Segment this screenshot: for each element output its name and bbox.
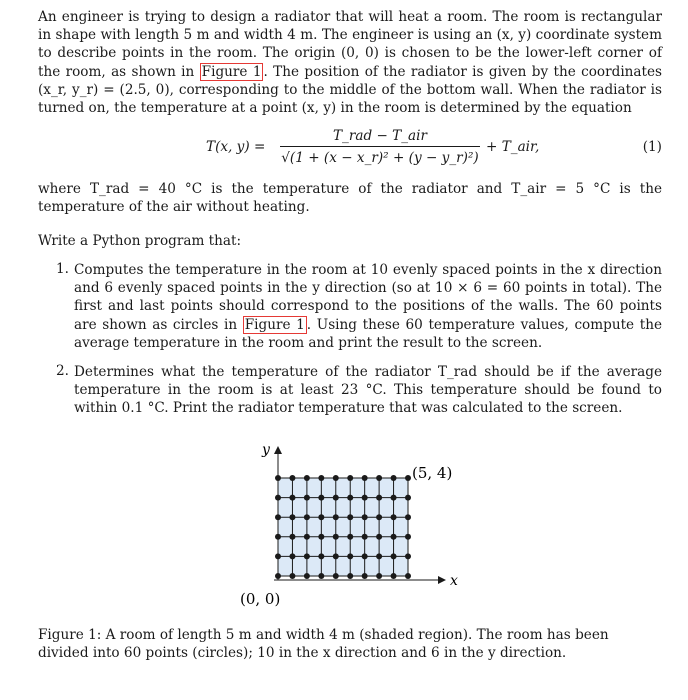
- figure-reference-link-2[interactable]: Figure 1: [244, 316, 305, 333]
- task-1-text: Computes the temperature in the room at 10 evenly spaced points in the x direction and 6 evenly spaced points in the y direction (so at 10 × 6 = 60 points in total). The first and last points should correspond to the positions of the walls. The 60 points are shown as circles in: [74, 262, 662, 333]
- where-paragraph: where T_rad = 40 °C is the temperature of the radiator and T_air = 5 °C is the temperature of the air without heating.: [38, 181, 662, 216]
- grid-point-circle: [391, 495, 397, 501]
- grid-point-circle: [333, 553, 339, 559]
- grid-point-circle: [376, 475, 382, 481]
- room-shaded-region: [278, 478, 408, 576]
- grid-point-circle: [391, 514, 397, 520]
- grid-point-circle: [347, 514, 353, 520]
- grid-point-circle: [333, 573, 339, 579]
- grid-point-circle: [304, 495, 310, 501]
- grid-point-circle: [318, 495, 324, 501]
- figure-caption: Figure 1: A room of length 5 m and width 4 m (shaded region). The room has been divided into 60 points (circles); 10 in the x direction and 6 in the y direction.: [38, 627, 609, 662]
- grid-point-circle: [333, 475, 339, 481]
- grid-point-circle: [405, 514, 411, 520]
- corner-label-origin: (0, 0): [240, 590, 281, 608]
- equation-denominator: √(1 + (x − x_r)² + (y − y_r)²): [281, 150, 479, 166]
- equation-lhs: T(x, y) =: [206, 139, 266, 155]
- grid-point-circle: [347, 475, 353, 481]
- grid-point-circle: [333, 495, 339, 501]
- grid-point-circle: [318, 514, 324, 520]
- grid-point-circle: [362, 573, 368, 579]
- grid-point-circle: [347, 534, 353, 540]
- grid-point-circle: [362, 495, 368, 501]
- grid-point-circle: [405, 573, 411, 579]
- grid-point-circle: [376, 514, 382, 520]
- grid-point-circle: [391, 553, 397, 559]
- grid-point-circle: [376, 495, 382, 501]
- grid-point-circle: [405, 534, 411, 540]
- corner-label-top-right: (5, 4): [412, 464, 453, 482]
- grid-point-circle: [289, 553, 295, 559]
- grid-point-circle: [376, 534, 382, 540]
- grid-point-circle: [376, 573, 382, 579]
- y-axis-label: y: [262, 442, 270, 458]
- grid-point-circle: [362, 534, 368, 540]
- grid-point-circle: [318, 573, 324, 579]
- grid-point-circle: [304, 553, 310, 559]
- task-intro: Write a Python program that:: [38, 233, 242, 249]
- grid-point-circle: [289, 534, 295, 540]
- grid-point-circle: [304, 573, 310, 579]
- equation-fraction: [280, 128, 480, 166]
- grid-point-circle: [405, 475, 411, 481]
- grid-point-circle: [289, 514, 295, 520]
- equation-tail: + T_air,: [486, 139, 540, 155]
- grid-point-circle: [333, 534, 339, 540]
- x-axis-arrow-icon: [438, 576, 446, 584]
- y-axis-arrow-icon: [274, 446, 282, 454]
- grid-point-circle: [289, 495, 295, 501]
- equation-number: (1): [642, 139, 662, 155]
- task-2: Determines what the temperature of the radiator T_rad should be if the average temperature in the room is at least 23 °C. This temperature should be found to within 0.1 °C. Print the radiator temperature that was calculated to the screen.: [74, 364, 662, 417]
- grid-point-circle: [304, 534, 310, 540]
- grid-point-circle: [362, 514, 368, 520]
- equation-numerator: T_rad − T_air: [332, 128, 427, 144]
- grid-point-circle: [304, 514, 310, 520]
- grid-point-circle: [318, 534, 324, 540]
- equation-1: [38, 124, 662, 170]
- task-1: [74, 261, 662, 352]
- grid-point-circle: [391, 573, 397, 579]
- grid-point-circle: [304, 475, 310, 481]
- grid-point-circle: [405, 553, 411, 559]
- intro-paragraph: [38, 8, 662, 117]
- x-axis-label: x: [450, 573, 458, 589]
- grid-point-circle: [318, 475, 324, 481]
- grid-point-circle: [391, 534, 397, 540]
- task-1-number: 1.: [56, 261, 69, 277]
- grid-point-circle: [347, 495, 353, 501]
- grid-point-circle: [347, 553, 353, 559]
- room-figure: [230, 438, 480, 618]
- grid-point-circle: [289, 475, 295, 481]
- grid-point-circle: [391, 475, 397, 481]
- grid-point-circle: [333, 514, 339, 520]
- grid-point-circle: [347, 573, 353, 579]
- grid-point-circle: [405, 495, 411, 501]
- task-1-text-continued: . Using these 60 temperature values, compute the average temperature in the room and print the result to the screen.: [74, 316, 662, 351]
- intro-text: An engineer is trying to design a radiator that will heat a room. The room is rectangular in shape with length 5 m and width 4 m. The engineer is using an (x, y) coordinate system to describe points in the room. The origin (0, 0) is chosen to be the lower-left corner of the room, as shown in: [38, 9, 662, 80]
- grid-point-circle: [318, 553, 324, 559]
- intro-text-continued: . The position of the radiator is given by the coordinates (x_r, y_r) = (2.5, 0), corresponding to the middle of the bottom wall. When the radiator is turned on, the temperature at a point (x, y) in the room is determined by the equation: [38, 63, 663, 117]
- fraction-bar: [280, 146, 480, 147]
- task-2-number: 2.: [56, 363, 69, 379]
- grid-point-circle: [362, 553, 368, 559]
- grid-point-circle: [289, 573, 295, 579]
- grid-point-circle: [362, 475, 368, 481]
- figure-reference-link[interactable]: Figure 1: [201, 63, 262, 80]
- grid-point-circle: [376, 553, 382, 559]
